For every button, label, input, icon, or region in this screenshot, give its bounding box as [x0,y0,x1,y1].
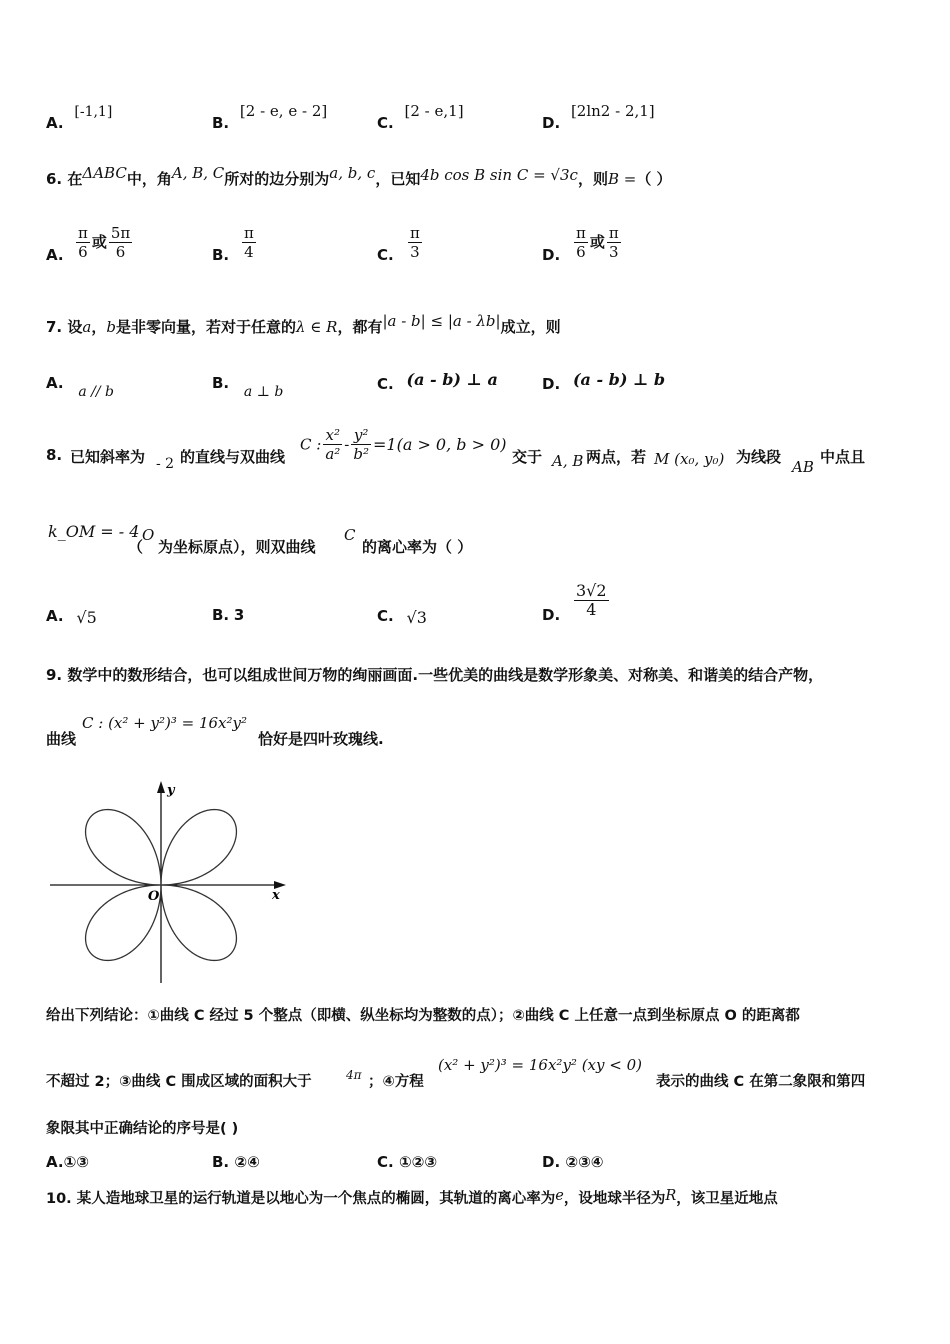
numerator: 5π [110,224,131,242]
option-label: A. [46,374,64,392]
option-label: D. [542,114,561,132]
q8-option-c-value: √3 [406,608,427,627]
math-expression: O [142,526,155,544]
q5-options [46,100,910,134]
q6-option-b [240,224,258,261]
option-label: A. [46,1153,64,1171]
q10-stem [46,1187,910,1208]
stem-text: 某人造地球卫星的运行轨道是以地心为一个焦点的椭圆，其轨道的离心率为 [76,1191,556,1207]
fraction [109,224,132,261]
math-expression: k_OM = - 4 [48,522,140,541]
q5-option-a-value: [-1,1] [74,104,113,120]
numerator: π [244,224,254,242]
q8-options [46,582,910,632]
x-axis-label: x [272,888,280,903]
stem-text: 为坐标原点），则双曲线 [158,538,316,556]
stem-text: 中，角 [126,170,172,188]
option-label: B. [212,1153,230,1171]
question-number: 9. [46,666,63,684]
math-expression: M (x₀, y₀) [654,450,725,468]
stem-text: 两点，若 [586,448,647,466]
denominator: 6 [576,243,586,261]
q5-option-c-value: [2 - e,1] [404,102,464,120]
q7-options [46,370,910,400]
option-label: C. [377,114,394,132]
stem-text: ，该卫星近地点 [676,1191,778,1207]
numerator: π [78,224,88,242]
numerator: π [410,224,420,242]
math-expression: 4π [346,1068,362,1082]
q5-option-b [212,102,328,132]
denominator: 6 [78,243,88,261]
q9-option-c-value: ①②③ [398,1153,438,1171]
q9-options [46,1153,910,1173]
option-label: C. [377,1153,394,1171]
q9-conclusions-line1: 给出下列结论：①曲线 C 经过 5 个整点（即横、纵坐标均为整数的点）；②曲线 C 上任意一点到坐标原点 O 的距离都 [46,1008,800,1024]
stem-text: 的离心率为（ ） [362,538,473,556]
numerator: π [576,224,586,242]
math-expression: A, B [552,452,584,470]
q9-option-d-value: ②③④ [565,1153,604,1171]
denominator: 3 [410,243,420,261]
math-expression: b [106,318,116,336]
q5-option-c [377,102,464,132]
stem-text: 是非零向量，若对于任意的 [115,318,296,336]
option-label: D. [542,1153,561,1171]
stem-text: ，已知 [375,170,421,188]
option-label: C. [377,607,394,625]
denominator: b² [353,445,369,463]
q7-option-a-value: a // b [78,384,115,400]
stem-text: 不超过 2；③曲线 C 围成区域的面积大于 [46,1074,312,1090]
stem-text: ，则 [577,170,608,188]
q9-stem-line1 [46,664,910,685]
q9-conclusions-line2 [46,1056,910,1090]
stem-text: ，设地球半径为 [563,1191,666,1207]
q8-option-a-value: √5 [76,608,97,627]
q8-option-d [572,582,611,619]
math-expression: C : (x² + y²)³ = 16x²y² [82,714,247,732]
option-label: A. [46,114,64,132]
option-label: C. [377,375,394,393]
q9-conclusions-line3: 象限其中正确结论的序号是( ) [46,1121,239,1137]
option-label: B. [212,114,230,132]
option-label: D. [542,606,561,624]
q8-stem-line1 [46,426,910,474]
fraction [574,582,609,619]
q9-stem-line2 [46,714,910,746]
fraction [408,224,422,261]
y-axis-arrow-icon [157,781,165,793]
q7-option-a [46,374,115,400]
q9-option-c [377,1153,437,1171]
fraction [323,426,342,463]
stem-text: ， [91,318,107,336]
y-axis-label: y [167,783,175,798]
q9-option-b-value: ②④ [234,1153,260,1171]
fraction [242,224,256,261]
q5-option-d-value: [2ln2 - 2,1] [570,102,655,120]
q8-option-c [377,606,427,627]
stem-text: 表示的曲线 C 在第二象限和第四 [656,1074,866,1090]
option-label: B. [212,606,230,624]
q6-stem [46,164,910,189]
stem-text: 在 [67,170,83,188]
math-expression: a, b, c [329,164,376,182]
stem-text: （ [128,538,144,556]
origin-label: O [148,889,160,904]
q6-option-a [74,224,134,261]
stem-text: （ ） [636,170,672,188]
stem-text: 恰好是四叶玫瑰线. [258,730,384,748]
stem-text: ，都有 [337,318,383,336]
question-number: 10. [46,1191,72,1207]
q8-option-a [46,606,97,627]
stem-text: 数学中的数形结合，也可以组成世间万物的绚丽画面.一些优美的曲线是数学形象美、对称美、和谐美的结合产物， [67,666,824,684]
math-expression: AB [792,458,814,476]
denominator: 3 [609,243,619,261]
fraction [574,224,588,261]
q5-option-d [542,102,655,132]
option-label: A. [46,246,64,264]
q8-stem-line2 [46,522,910,556]
option-label: C. [377,246,394,264]
option-label: D. [542,246,561,264]
question-number: 8. [46,446,63,464]
four-leaf-rose-figure [46,775,296,987]
q7-option-b [212,374,284,400]
question-number: 6. [46,170,63,188]
math-expression: - [344,435,350,454]
hyperbola-equation [300,426,507,463]
stem-text: 所对的边分别为 [224,170,330,188]
stem-text: 中点且 [820,448,866,466]
stem-text: 成立，则 [500,318,561,336]
stem-text: ；④方程 [368,1074,424,1090]
q7-option-c [377,370,498,393]
q8-option-b [212,606,244,624]
numerator: x² [323,426,342,445]
math-expression: - 2 [156,456,175,472]
math-expression: B = [607,170,637,188]
fraction [76,224,90,261]
numerator: 3√2 [576,581,607,600]
denominator: 4 [244,243,254,261]
q8-option-d-label-wrap [542,606,560,624]
stem-text: 曲线 [46,730,77,748]
stem-text: 为线段 [736,448,782,466]
math-expression: C [344,526,356,544]
q7-option-d-value: (a - b) ⊥ b [572,370,666,389]
denominator: a² [325,445,341,463]
math-expression: =1(a > 0, b > 0) [372,435,507,454]
math-expression: A, B, C [171,164,225,182]
numerator: y² [351,426,371,445]
math-expression: |a - b| ≤ |a - λb| [382,312,501,330]
denominator: 4 [586,600,597,619]
fraction [607,224,621,261]
math-expression: (x² + y²)³ = 16x²y² (xy < 0) [438,1056,642,1074]
stem-text: 的直线与双曲线 [180,448,286,466]
stem-text: 设 [67,318,83,336]
numerator: π [608,224,619,242]
math-expression: 4b cos B sin C = √3c [420,166,578,184]
fraction [351,426,371,463]
q6-option-d [572,224,623,261]
q7-option-c-value: (a - b) ⊥ a [406,370,498,389]
q9-option-a [46,1153,89,1171]
option-label: B. [212,246,230,264]
math-expression: C : [300,435,322,454]
math-expression: e [555,1188,564,1204]
or-text: 或 [589,233,605,251]
or-text: 或 [91,233,107,251]
q7-stem [46,312,910,337]
q9-option-b [212,1153,260,1171]
q9-option-a-value: ①③ [63,1153,89,1171]
q5-option-a [46,104,113,132]
q9-option-d [542,1153,604,1171]
math-expression: λ ∈ R [295,318,338,336]
option-label: A. [46,607,64,625]
stem-text: 已知斜率为 [70,448,146,466]
question-number: 7. [46,318,63,336]
q7-option-d [542,370,666,393]
q6-options [46,224,910,268]
q5-option-b-value: [2 - e, e - 2] [239,102,328,120]
stem-text: 交于 [512,448,543,466]
math-expression: R [665,1188,677,1204]
math-expression: a [82,318,92,336]
math-expression: ΔABC [82,164,127,182]
denominator: 6 [115,243,126,261]
q7-option-b-value: a ⊥ b [243,384,284,400]
option-label: B. [212,374,230,392]
q8-option-b-value: 3 [233,606,245,624]
option-label: D. [542,375,561,393]
q6-option-c [406,224,424,261]
